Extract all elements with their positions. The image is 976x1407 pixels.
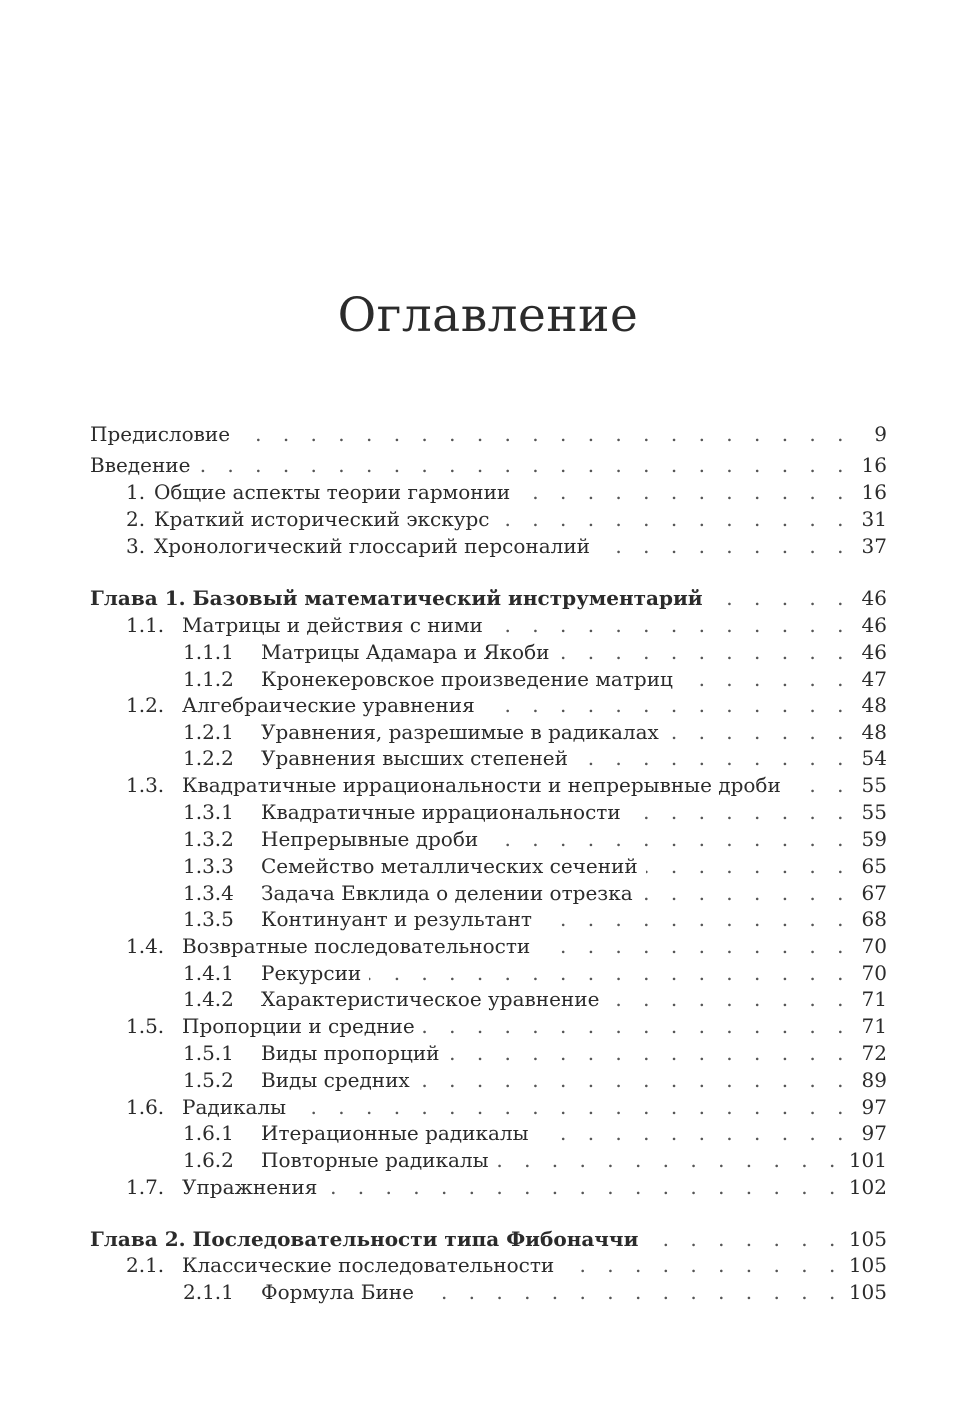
toc-entry[interactable]	[126, 506, 887, 533]
toc-page-number: 37	[861, 534, 887, 558]
toc-entry-number: 1.5.1	[183, 1041, 234, 1065]
dot-leader	[667, 719, 851, 746]
toc-page-number: 46	[861, 613, 887, 637]
toc-entry-number: 2.	[126, 507, 146, 531]
toc-entry-label: Общие аспекты теории гармонии	[154, 480, 511, 504]
toc-entry-label: Формула Бине	[261, 1280, 414, 1304]
toc-page-number: 70	[861, 934, 887, 958]
dot-leader	[598, 533, 851, 560]
toc-section[interactable]	[126, 1094, 887, 1121]
toc-entry[interactable]	[126, 479, 887, 506]
toc-entry-number: 1.3.	[126, 773, 165, 797]
toc-page-number: 16	[861, 480, 887, 504]
dot-leader	[498, 506, 851, 533]
toc-subsection[interactable]	[183, 986, 887, 1013]
toc-subsection[interactable]	[183, 1147, 887, 1174]
toc-subsection[interactable]	[183, 880, 887, 907]
dot-leader	[325, 1174, 842, 1201]
toc-entry-number: 1.3.1	[183, 800, 234, 824]
dot-leader	[646, 1226, 842, 1253]
dot-leader	[497, 1147, 843, 1174]
toc-page-number: 67	[861, 881, 887, 905]
toc-entry-number: 1.4.	[126, 934, 165, 958]
toc-entry-label: Хронологический глоссарий персоналий	[154, 534, 590, 558]
dot-leader	[537, 1120, 852, 1147]
toc-subsection[interactable]	[183, 719, 887, 746]
toc-entry-number: 1.1.1	[183, 640, 234, 664]
toc-entry-number: 1.2.	[126, 693, 165, 717]
toc-section[interactable]	[126, 692, 887, 719]
toc-page-number: 48	[861, 720, 887, 744]
toc-entry-number: 1.3.4	[183, 881, 234, 905]
toc-entry-introduction[interactable]	[90, 452, 887, 479]
toc-entry-label: Повторные радикалы	[261, 1148, 489, 1172]
dot-leader	[629, 799, 851, 826]
dot-leader	[562, 1252, 843, 1279]
toc-section[interactable]	[126, 1252, 887, 1279]
toc-entry-number: 1.2.1	[183, 720, 234, 744]
toc-entry-label: Радикалы	[182, 1095, 287, 1119]
toc-entry-number: 1.5.	[126, 1014, 165, 1038]
toc-page-number: 48	[861, 693, 887, 717]
toc-section[interactable]	[126, 1174, 887, 1201]
toc-section[interactable]	[126, 933, 887, 960]
toc-entry-number: 1.3.5	[183, 907, 234, 931]
toc-page-number: 72	[861, 1041, 887, 1065]
dot-leader	[681, 666, 851, 693]
toc-section[interactable]	[126, 772, 887, 799]
toc-entry-number: 1.6.	[126, 1095, 165, 1119]
toc-entry-number: 1.7.	[126, 1175, 165, 1199]
toc-section[interactable]	[126, 612, 887, 639]
toc-entry-label: Алгебраические уравнения	[182, 693, 475, 717]
toc-page-number: 47	[861, 667, 887, 691]
toc-entry-label: Рекурсии	[261, 961, 362, 985]
toc-entry-label: Краткий исторический экскурс	[154, 507, 490, 531]
dot-leader	[557, 639, 851, 666]
dot-leader	[540, 906, 851, 933]
toc-subsection[interactable]	[183, 906, 887, 933]
toc-entry-number: 1.3.2	[183, 827, 234, 851]
dot-leader	[486, 826, 851, 853]
dot-leader	[238, 421, 851, 448]
toc-subsection[interactable]	[183, 666, 887, 693]
toc-entry-number: 1.5.2	[183, 1068, 234, 1092]
dot-leader	[448, 1040, 852, 1067]
toc-entry-label: Упражнения	[182, 1175, 318, 1199]
dot-leader	[198, 452, 851, 479]
toc-entry-label: Квадратичные иррациональности	[261, 800, 621, 824]
toc-entry-label: Уравнения высших степеней	[261, 746, 568, 770]
toc-page-number: 71	[861, 987, 887, 1011]
toc-chapter-1[interactable]	[90, 585, 887, 612]
toc-entry-label: Предисловие	[90, 422, 231, 446]
toc-entry-number: 1.1.2	[183, 667, 234, 691]
toc-page-number: 105	[848, 1253, 887, 1277]
toc-page-number: 105	[848, 1227, 887, 1251]
dot-leader	[423, 1013, 851, 1040]
toc-entry-label: Виды средних	[261, 1068, 410, 1092]
toc-page-number: 101	[848, 1148, 887, 1172]
toc-entry-number: 3.	[126, 534, 146, 558]
toc-page-number: 89	[861, 1068, 887, 1092]
toc-chapter-label: Глава 1. Базовый математический инструментарий	[90, 586, 703, 610]
toc-page-number: 55	[861, 773, 887, 797]
dot-leader	[483, 692, 851, 719]
toc-subsection[interactable]	[183, 853, 887, 880]
toc-subsection[interactable]	[183, 960, 887, 987]
toc-page-number: 54	[861, 746, 887, 770]
dot-leader	[576, 745, 851, 772]
toc-subsection[interactable]	[183, 639, 887, 666]
toc-page-number: 71	[861, 1014, 887, 1038]
toc-entry-label: Матрицы Адамара и Якоби	[261, 640, 550, 664]
toc-entry-number: 1.6.2	[183, 1148, 234, 1172]
toc-page-number: 105	[848, 1280, 887, 1304]
toc-page-number: 68	[861, 907, 887, 931]
toc-entry-label: Кронекеровское произведение матриц	[261, 667, 673, 691]
toc-entry-label: Возвратные последовательности	[182, 934, 531, 958]
toc-entry-label: Характеристическое уравнение	[261, 987, 600, 1011]
toc-page-number: 55	[861, 800, 887, 824]
toc-entry-preface[interactable]	[90, 421, 887, 448]
toc-entry-number: 1.6.1	[183, 1121, 234, 1145]
dot-leader	[538, 933, 851, 960]
toc-subsection[interactable]	[183, 799, 887, 826]
toc-page-number: 31	[861, 507, 887, 531]
toc-page-number: 97	[861, 1121, 887, 1145]
toc-subsection[interactable]	[183, 1120, 887, 1147]
toc-page-number: 97	[861, 1095, 887, 1119]
toc-entry-number: 1.4.2	[183, 987, 234, 1011]
toc-subsection[interactable]	[183, 1040, 887, 1067]
toc-entry-number: 1.4.1	[183, 961, 234, 985]
toc-entry-label: Введение	[90, 453, 191, 477]
toc-page-number: 46	[861, 586, 887, 610]
toc-page-number: 16	[861, 453, 887, 477]
toc-chapter-label: Глава 2. Последовательности типа Фибоначчи	[90, 1227, 639, 1251]
toc-entry-label: Пропорции и средние	[182, 1014, 415, 1038]
toc-entry-label: Непрерывные дроби	[261, 827, 479, 851]
toc-entry-label: Классические последовательности	[182, 1253, 555, 1277]
toc-entry-number: 2.1.	[126, 1253, 165, 1277]
dot-leader	[789, 772, 851, 799]
dot-leader	[646, 853, 851, 880]
toc-entry-number: 1.	[126, 480, 146, 504]
dot-leader	[418, 1067, 851, 1094]
toc-page-number: 70	[861, 961, 887, 985]
toc-entry-label: Континуант и результант	[261, 907, 532, 931]
toc-subsection[interactable]	[183, 1279, 887, 1306]
dot-leader	[518, 479, 851, 506]
dot-leader	[422, 1279, 843, 1306]
toc-entry-label: Итерационные радикалы	[261, 1121, 529, 1145]
dot-leader	[294, 1094, 851, 1121]
toc-entry-number: 1.1.	[126, 613, 165, 637]
toc-page-number: 9	[874, 422, 887, 446]
dot-leader	[491, 612, 851, 639]
toc-entry-label: Квадратичные иррациональности и непрерывные дроби	[182, 773, 781, 797]
toc-chapter-2[interactable]	[90, 1226, 887, 1253]
toc-subsection[interactable]	[183, 826, 887, 853]
toc-entry-label: Матрицы и действия с ними	[182, 613, 483, 637]
toc-page-number: 59	[861, 827, 887, 851]
toc-subsection[interactable]	[183, 745, 887, 772]
toc-entry-number: 2.1.1	[183, 1280, 234, 1304]
toc-entry-label: Семейство металлических сечений	[261, 854, 638, 878]
toc-subsection[interactable]	[183, 1067, 887, 1094]
page-title: Оглавление	[337, 288, 639, 343]
dot-leader	[711, 585, 851, 612]
toc-entry-label: Уравнения, разрешимые в радикалах	[261, 720, 659, 744]
toc-entry-number: 1.3.3	[183, 854, 234, 878]
dot-leader	[369, 960, 851, 987]
dot-leader	[641, 880, 851, 907]
toc-entry-number: 1.2.2	[183, 746, 234, 770]
toc-page-number: 102	[848, 1175, 887, 1199]
toc-entry-label: Задача Евклида о делении отрезка	[261, 881, 633, 905]
toc-entry[interactable]	[126, 533, 887, 560]
dot-leader	[607, 986, 851, 1013]
toc-entry-label: Виды пропорций	[261, 1041, 440, 1065]
toc-page-number: 46	[861, 640, 887, 664]
toc-section[interactable]	[126, 1013, 887, 1040]
toc-page-number: 65	[861, 854, 887, 878]
